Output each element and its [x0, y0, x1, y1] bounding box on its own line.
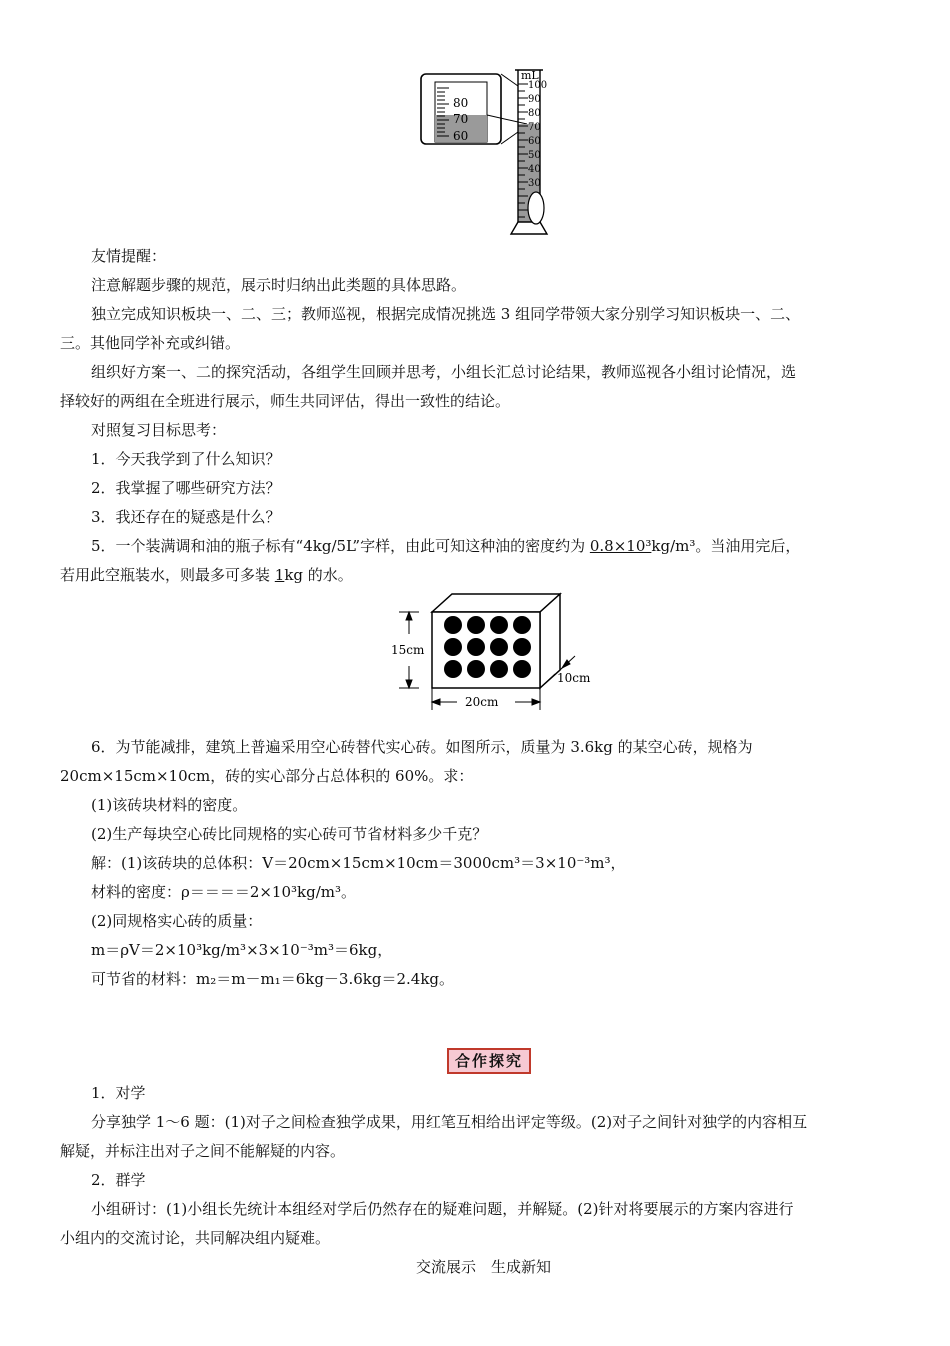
section-badge: 合作探究: [447, 1048, 531, 1074]
tick-30: 30: [528, 178, 541, 189]
tick-70: 70: [528, 122, 541, 133]
unit-label: mL: [521, 69, 539, 82]
paragraph-1-line-2: 三。其他同学补充或纠错。: [60, 334, 241, 352]
reflect-title: 对照复习目标思考：: [91, 421, 227, 439]
solution-line-1: 解：(1)该砖块的总体积：V＝20cm×15cm×10cm＝3000cm³＝3×10⁻³m³，: [91, 854, 626, 872]
width-label: 20cm: [465, 695, 499, 709]
tick-60: 60: [528, 136, 541, 147]
section2-paragraph-2-line-1: 小组研讨：(1)小组长先统计本组经对学后仍然存在的疑难问题，并解疑。(2)针对将要展示的方案内容进行: [91, 1200, 794, 1218]
paragraph-2-line-1: 组织好方案一、二的探究活动，各组学生回顾并思考，小组长汇总讨论结果，教师巡视各小组讨论情况，选: [91, 363, 797, 381]
problem-6-sub-1: (1)该砖块材料的密度。: [91, 796, 248, 814]
tick-90: 90: [528, 94, 541, 105]
tip-line: 注意解题步骤的规范，展示时归纳出此类题的具体思路。: [91, 276, 467, 294]
problem-6-sub-2: (2)生产每块空心砖比同规格的实心砖可节省材料多少千克？: [91, 825, 488, 843]
solution-line-2: 材料的密度：ρ＝＝＝＝2×10³kg/m³。: [91, 883, 357, 901]
section2-heading-2: 2．群学: [91, 1171, 146, 1189]
section2-paragraph-1-line-2: 解疑，并标注出对子之间不能解疑的内容。: [60, 1142, 346, 1160]
zoom-tick-60: 60: [453, 129, 469, 143]
paragraph-2-line-2: 择较好的两组在全班进行展示，师生共同评估，得出一致性的结论。: [60, 392, 511, 410]
solution-line-5: 可节省的材料：m₂＝m－m₁＝6kg－3.6kg＝2.4kg。: [91, 970, 455, 988]
tick-100: 100: [528, 80, 548, 91]
zoom-tick-80: 80: [453, 96, 469, 110]
depth-label: 10cm: [557, 671, 591, 685]
paragraph-1-line-1: 独立完成知识板块一、二、三；教师巡视，根据完成情况挑选 3 组同学带领大家分别学习知识板块一、二、: [91, 305, 801, 323]
problem-5-answer-mass: 1: [274, 566, 285, 584]
solution-line-4: m＝ρV＝2×10³kg/m³×3×10⁻³m³＝6kg，: [91, 941, 393, 959]
height-label: 15cm: [391, 643, 425, 657]
problem-6-line-1: 6．为节能减排，建筑上普遍采用空心砖替代实心砖。如图所示，质量为 3.6kg 的某空心砖，规格为: [91, 738, 753, 756]
footer-heading: 交流展示 生成新知: [416, 1258, 552, 1276]
brick-figure: [385, 590, 605, 720]
section2-heading-1: 1．对学: [91, 1084, 146, 1102]
tick-80: 80: [528, 108, 541, 119]
problem-5-text-2: 若用此空瓶装水，则最多可多装: [60, 566, 275, 584]
problem-6-line-2: 20cm×15cm×10cm，砖的实心部分占总体积的 60%。求：: [60, 767, 474, 785]
zoom-tick-70: 70: [453, 112, 469, 126]
section2-paragraph-1-line-1: 分享独学 1～6 题：(1)对子之间检查独学成果，用红笔互相给出评定等级。(2)对子之间针对独学的内容相互: [91, 1113, 808, 1131]
problem-5-line-2: [60, 565, 353, 585]
zoom-inset: [421, 74, 527, 144]
problem-5-line-1: [91, 536, 800, 556]
tip-title: 友情提醒：: [91, 247, 167, 265]
problem-5-text-suffix: kg/m³。当油用完后，: [651, 537, 801, 555]
tick-50: 50: [528, 150, 541, 161]
section2-paragraph-2-line-2: 小组内的交流讨论，共同解决组内疑难。: [60, 1229, 331, 1247]
problem-5-text-2-suffix: kg 的水。: [284, 566, 353, 584]
question-3: 3．我还存在的疑惑是什么？: [91, 508, 281, 526]
solution-line-3: (2)同规格实心砖的质量：: [91, 912, 263, 930]
tick-40: 40: [528, 164, 541, 175]
problem-5-text: 5．一个装满调和油的瓶子标有“4kg/5L”字样，由此可知这种油的密度约为: [91, 537, 590, 555]
problem-5-answer-density: 0.8×10³: [589, 537, 652, 555]
cylinder-figure: [415, 62, 565, 237]
graduated-cylinder: [511, 69, 547, 234]
question-1: 1．今天我学到了什么知识？: [91, 450, 281, 468]
question-2: 2．我掌握了哪些研究方法？: [91, 479, 281, 497]
